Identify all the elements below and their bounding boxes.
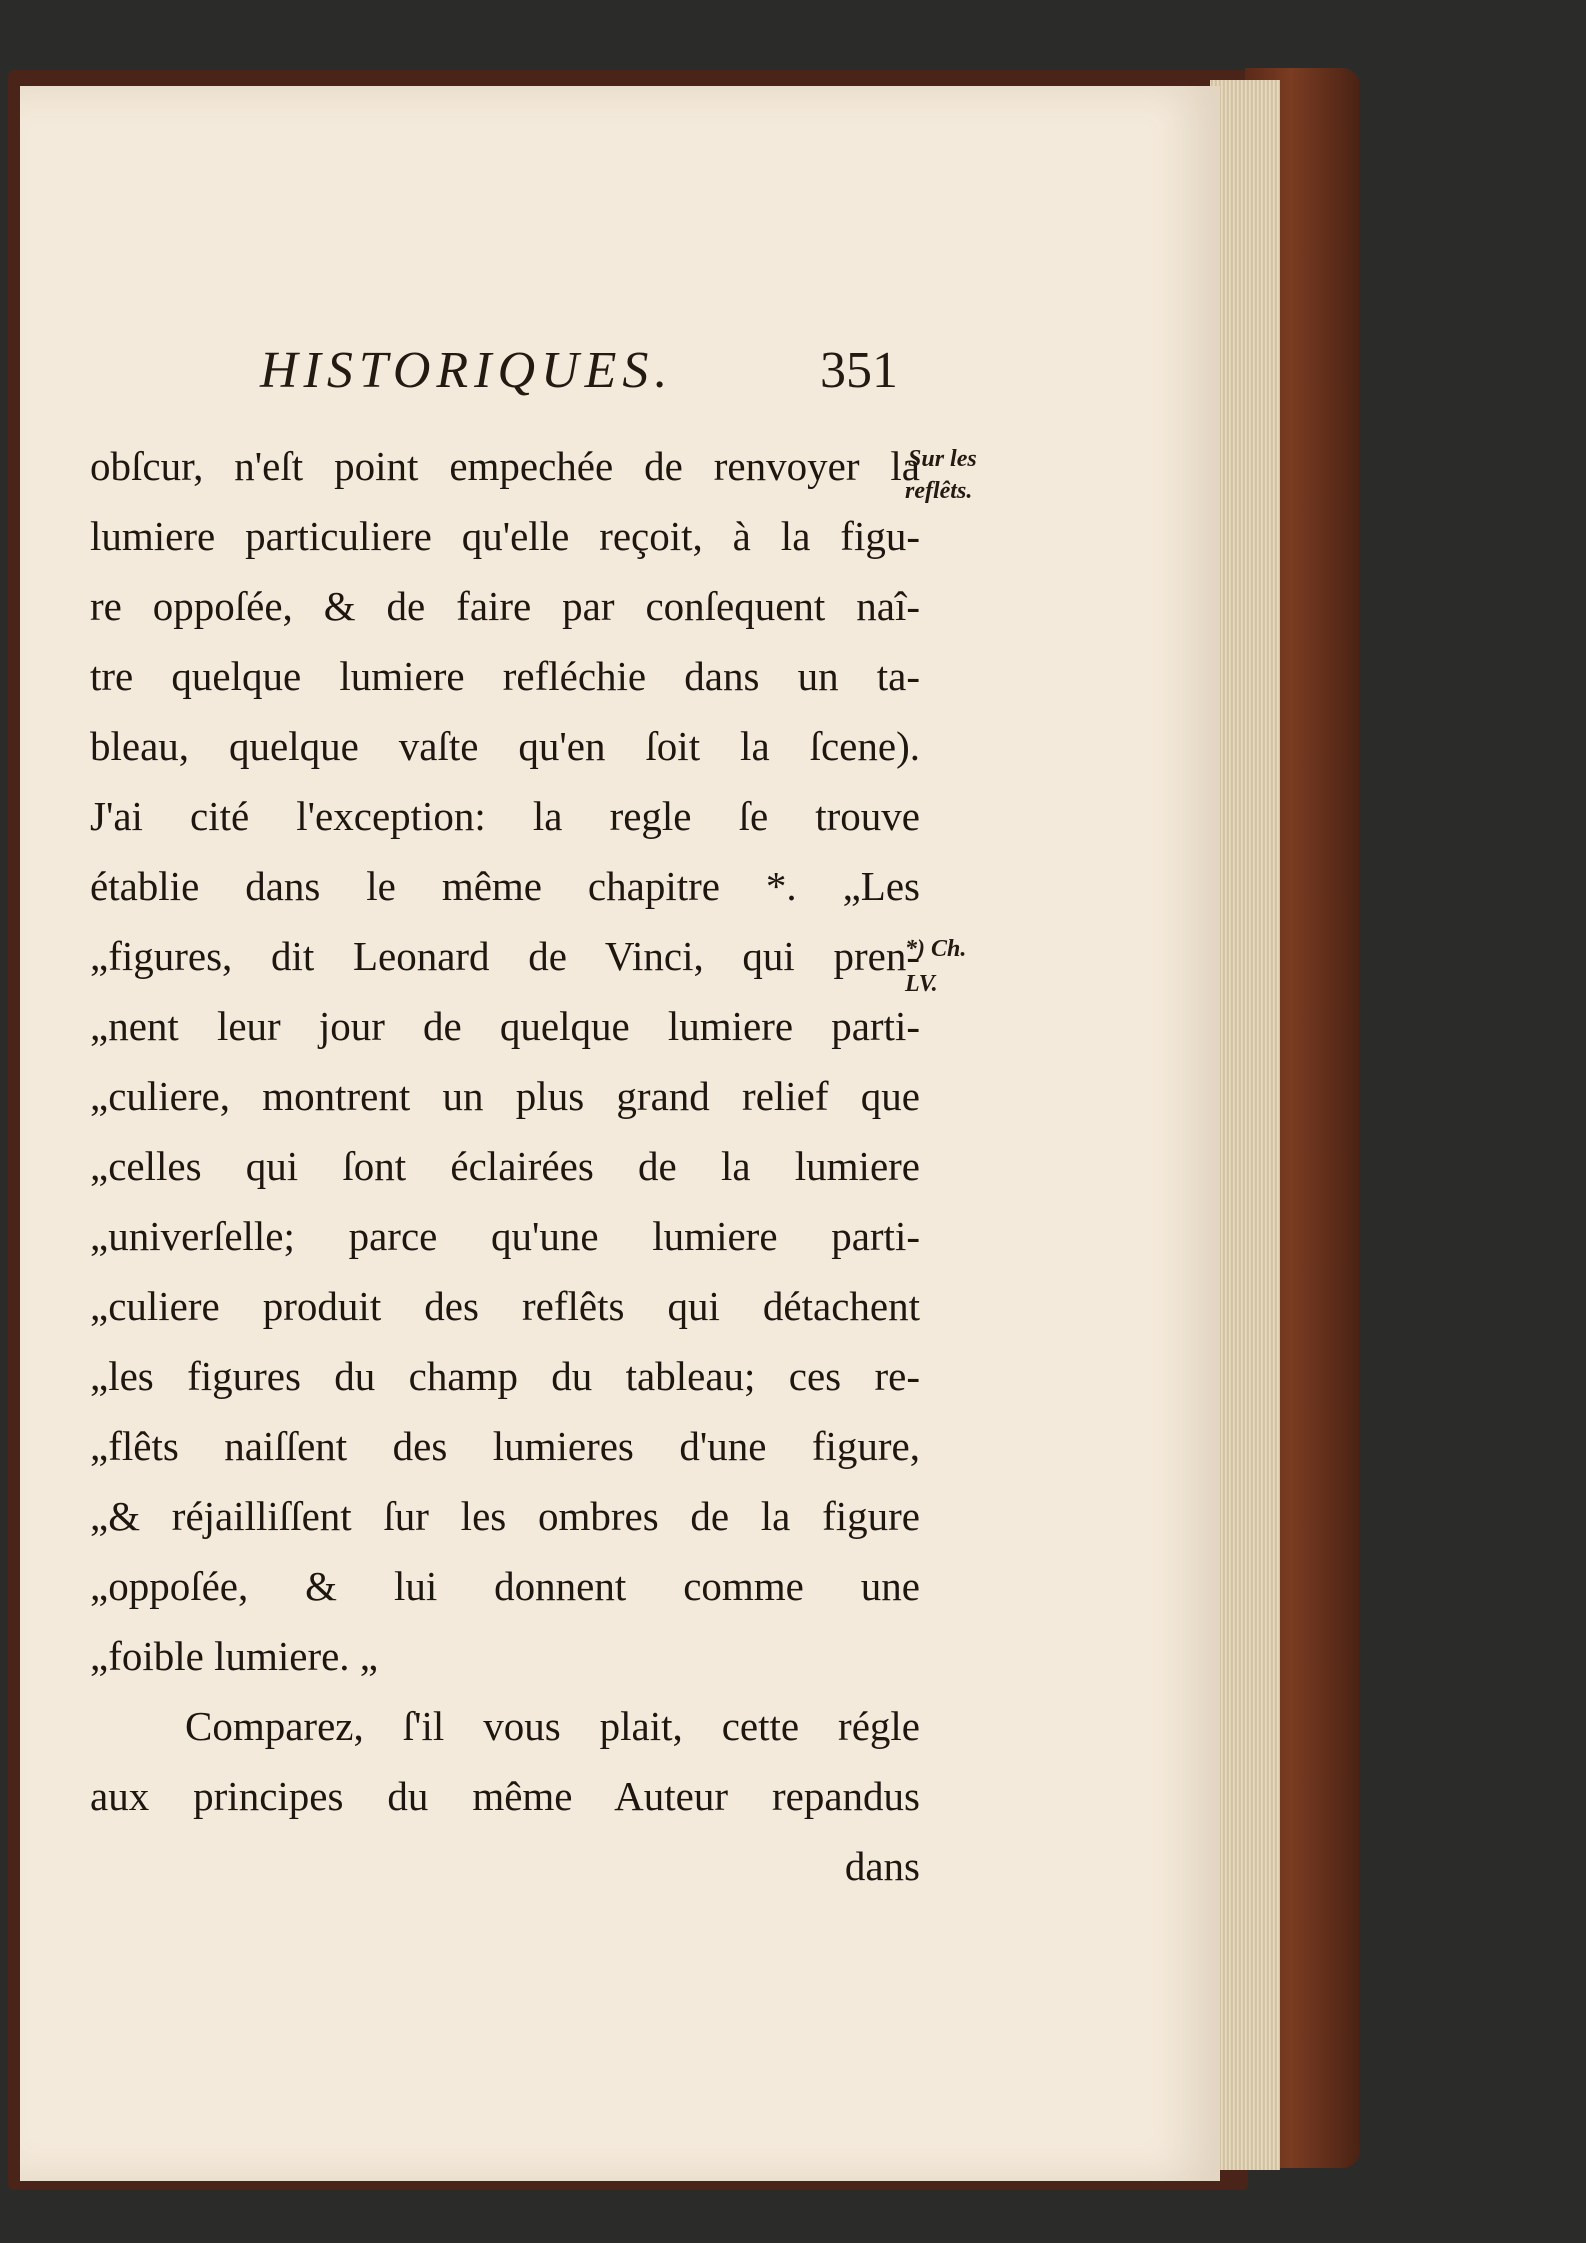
body-text xyxy=(90,431,920,1901)
text-line: „flêts naiſſent des lumieres d'une figure, xyxy=(90,1423,920,1469)
running-head: HISTORIQUES. xyxy=(260,342,674,399)
text-line: Comparez, ſ'il vous plait, cette régle xyxy=(185,1703,920,1749)
text-line: obſcur, n'eſt point empechée de renvoyer la xyxy=(90,443,920,489)
text-line: tre quelque lumiere refléchie dans un ta- xyxy=(90,653,920,699)
text-line: J'ai cité l'exception: la regle ſe trouve xyxy=(90,793,920,839)
text-line: „culiere, montrent un plus grand relief que xyxy=(90,1073,920,1119)
text-line: „univerſelle; parce qu'une lumiere parti- xyxy=(90,1213,920,1259)
margin-note-chapter: *) Ch. xyxy=(905,936,967,962)
text-line: aux principes du même Auteur repandus xyxy=(90,1773,920,1819)
text-line: lumiere particuliere qu'elle reçoit, à la figu- xyxy=(90,513,920,559)
text-line: „& réjailliſſent ſur les ombres de la figure xyxy=(90,1493,920,1539)
text-line: établie dans le même chapitre *. „Les xyxy=(90,863,920,909)
margin-note-sur-les: Sur les xyxy=(908,446,977,472)
text-line: „les figures du champ du tableau; ces re- xyxy=(90,1353,920,1399)
page-edges xyxy=(1210,80,1280,2170)
text-line: „nent leur jour de quelque lumiere parti- xyxy=(90,1003,920,1049)
text-line: re oppoſée, & de faire par conſequent naî- xyxy=(90,583,920,629)
margin-note-reflets: reflêts. xyxy=(905,478,973,504)
text-line: bleau, quelque vaſte qu'en ſoit la ſcene). xyxy=(90,723,920,769)
page-header xyxy=(20,341,1220,421)
catchword: dans xyxy=(844,1843,920,1889)
text-line: „foible lumiere. „ xyxy=(90,1633,379,1679)
book-page xyxy=(20,86,1220,2181)
text-line: „celles qui ſont éclairées de la lumiere xyxy=(90,1143,920,1189)
margin-note-chapter-number: LV. xyxy=(905,971,938,997)
text-line: „culiere produit des reflêts qui détachent xyxy=(90,1283,920,1329)
page-number: 351 xyxy=(820,342,898,399)
text-line: „oppoſée, & lui donnent comme une xyxy=(90,1563,920,1609)
text-line: „figures, dit Leonard de Vinci, qui pren- xyxy=(90,933,920,979)
